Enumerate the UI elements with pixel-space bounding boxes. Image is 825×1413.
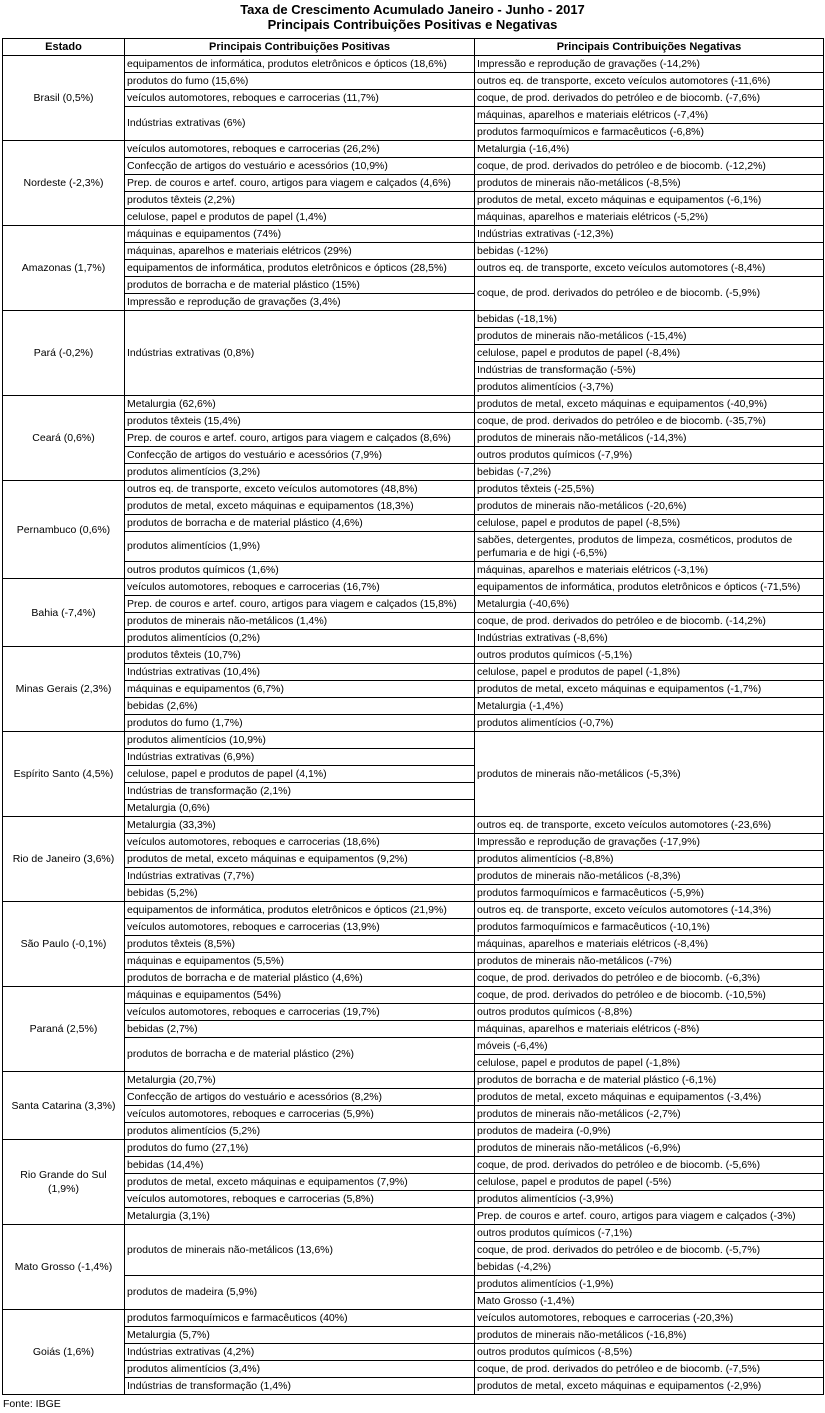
negative-contribution: produtos de metal, exceto máquinas e equipamentos (-2,9%) <box>475 1378 824 1395</box>
state-name: Pernambuco (0,6%) <box>3 481 125 579</box>
positive-contribution: Metalurgia (62,6%) <box>125 396 475 413</box>
table-row <box>3 715 824 732</box>
positive-contribution: celulose, papel e produtos de papel (4,1%) <box>125 766 475 783</box>
table-row <box>3 192 824 209</box>
state-name: Brasil (0,5%) <box>3 56 125 141</box>
negative-contribution: Impressão e reprodução de gravações (-17,9%) <box>475 834 824 851</box>
table-row <box>3 834 824 851</box>
negative-contribution: produtos de minerais não-metálicos (-2,7%) <box>475 1106 824 1123</box>
header-negativas: Principais Contribuições Negativas <box>475 39 824 56</box>
positive-contribution: Metalurgia (3,1%) <box>125 1208 475 1225</box>
positive-contribution: máquinas, aparelhos e materiais elétricos (29%) <box>125 243 475 260</box>
positive-contribution: produtos têxteis (8,5%) <box>125 936 475 953</box>
negative-contribution: Indústrias extrativas (-12,3%) <box>475 226 824 243</box>
table-row <box>3 413 824 430</box>
table-row <box>3 902 824 919</box>
table-row <box>3 1208 824 1225</box>
negative-contribution: Metalurgia (-40,6%) <box>475 596 824 613</box>
positive-contribution: produtos do fumo (27,1%) <box>125 1140 475 1157</box>
negative-contribution: celulose, papel e produtos de papel (-1,8%) <box>475 1055 824 1072</box>
positive-contribution: Indústrias extrativas (6,9%) <box>125 749 475 766</box>
negative-contribution: coque, de prod. derivados do petróleo e de biocomb. (-10,5%) <box>475 987 824 1004</box>
positive-contribution: Impressão e reprodução de gravações (3,4%) <box>125 294 475 311</box>
positive-contribution: produtos de metal, exceto máquinas e equipamentos (9,2%) <box>125 851 475 868</box>
negative-contribution: produtos têxteis (-25,5%) <box>475 481 824 498</box>
negative-contribution: produtos alimentícios (-3,7%) <box>475 379 824 396</box>
negative-contribution: produtos farmoquímicos e farmacêuticos (-10,1%) <box>475 919 824 936</box>
negative-contribution: bebidas (-7,2%) <box>475 464 824 481</box>
table-row <box>3 430 824 447</box>
state-name: Rio de Janeiro (3,6%) <box>3 817 125 902</box>
negative-contribution: outros produtos químicos (-7,9%) <box>475 447 824 464</box>
state-name: Goiás (1,6%) <box>3 1310 125 1395</box>
positive-contribution: Prep. de couros e artef. couro, artigos para viagem e calçados (4,6%) <box>125 175 475 192</box>
positive-contribution: máquinas e equipamentos (6,7%) <box>125 681 475 698</box>
table-row <box>3 1123 824 1140</box>
table-row <box>3 1038 824 1055</box>
negative-contribution: bebidas (-18,1%) <box>475 311 824 328</box>
table-row <box>3 1361 824 1378</box>
positive-contribution: produtos farmoquímicos e farmacêuticos (40%) <box>125 1310 475 1327</box>
negative-contribution: produtos de minerais não-metálicos (-20,6%) <box>475 498 824 515</box>
table-row <box>3 1174 824 1191</box>
negative-contribution: celulose, papel e produtos de papel (-1,8%) <box>475 664 824 681</box>
table-row <box>3 1157 824 1174</box>
page-subtitle: Principais Contribuições Positivas e Negativas <box>267 17 558 32</box>
negative-contribution: produtos de minerais não-metálicos (-6,9%) <box>475 1140 824 1157</box>
positive-contribution: veículos automotores, reboques e carrocerias (5,9%) <box>125 1106 475 1123</box>
positive-contribution: Confecção de artigos do vestuário e acessórios (10,9%) <box>125 158 475 175</box>
negative-contribution: coque, de prod. derivados do petróleo e de biocomb. (-6,3%) <box>475 970 824 987</box>
table-row <box>3 919 824 936</box>
negative-contribution: máquinas, aparelhos e materiais elétricos (-8,4%) <box>475 936 824 953</box>
table-row <box>3 681 824 698</box>
positive-contribution: produtos do fumo (1,7%) <box>125 715 475 732</box>
positive-contribution: produtos alimentícios (5,2%) <box>125 1123 475 1140</box>
table-row <box>3 498 824 515</box>
negative-contribution: sabões, detergentes, produtos de limpeza, cosméticos, produtos de perfumaria e de higi (-6,5%) <box>475 532 824 562</box>
negative-contribution: outros produtos químicos (-7,1%) <box>475 1225 824 1242</box>
table-row <box>3 732 824 749</box>
negative-contribution: coque, de prod. derivados do petróleo e de biocomb. (-7,6%) <box>475 90 824 107</box>
negative-contribution: produtos alimentícios (-3,9%) <box>475 1191 824 1208</box>
state-name: Bahia (-7,4%) <box>3 579 125 647</box>
negative-contribution: outros eq. de transporte, exceto veículos automotores (-8,4%) <box>475 260 824 277</box>
table-row <box>3 1310 824 1327</box>
negative-contribution: outros produtos químicos (-8,5%) <box>475 1344 824 1361</box>
positive-contribution: veículos automotores, reboques e carrocerias (11,7%) <box>125 90 475 107</box>
table-row <box>3 1225 824 1242</box>
negative-contribution: coque, de prod. derivados do petróleo e de biocomb. (-12,2%) <box>475 158 824 175</box>
positive-contribution: Metalurgia (0,6%) <box>125 800 475 817</box>
table-row <box>3 56 824 73</box>
negative-contribution: outros produtos químicos (-8,8%) <box>475 1004 824 1021</box>
negative-contribution: móveis (-6,4%) <box>475 1038 824 1055</box>
table-row <box>3 664 824 681</box>
positive-contribution: produtos de minerais não-metálicos (13,6%) <box>125 1225 475 1276</box>
positive-contribution: celulose, papel e produtos de papel (1,4%) <box>125 209 475 226</box>
state-name: Mato Grosso (-1,4%) <box>3 1225 125 1310</box>
positive-contribution: máquinas e equipamentos (54%) <box>125 987 475 1004</box>
negative-contribution: máquinas, aparelhos e materiais elétricos (-8%) <box>475 1021 824 1038</box>
negative-contribution: produtos de metal, exceto máquinas e equipamentos (-6,1%) <box>475 192 824 209</box>
table-row <box>3 481 824 498</box>
negative-contribution: Indústrias de transformação (-5%) <box>475 362 824 379</box>
positive-contribution: Indústrias extrativas (0,8%) <box>125 311 475 396</box>
positive-contribution: produtos de madeira (5,9%) <box>125 1276 475 1310</box>
negative-contribution: produtos de minerais não-metálicos (-7%) <box>475 953 824 970</box>
table-row <box>3 970 824 987</box>
table-row <box>3 698 824 715</box>
negative-contribution: produtos alimentícios (-1,9%) <box>475 1276 824 1293</box>
state-name: Amazonas (1,7%) <box>3 226 125 311</box>
positive-contribution: produtos alimentícios (1,9%) <box>125 532 475 562</box>
positive-contribution: Indústrias de transformação (1,4%) <box>125 1378 475 1395</box>
positive-contribution: produtos alimentícios (10,9%) <box>125 732 475 749</box>
positive-contribution: equipamentos de informática, produtos eletrônicos e ópticos (28,5%) <box>125 260 475 277</box>
negative-contribution: produtos de borracha e de material plástico (-6,1%) <box>475 1072 824 1089</box>
table-row <box>3 647 824 664</box>
positive-contribution: produtos de metal, exceto máquinas e equipamentos (18,3%) <box>125 498 475 515</box>
negative-contribution: outros produtos químicos (-5,1%) <box>475 647 824 664</box>
negative-contribution: coque, de prod. derivados do petróleo e de biocomb. (-35,7%) <box>475 413 824 430</box>
table-row <box>3 987 824 1004</box>
positive-contribution: produtos de borracha e de material plástico (15%) <box>125 277 475 294</box>
state-name: São Paulo (-0,1%) <box>3 902 125 987</box>
page-title: Taxa de Crescimento Acumulado Janeiro - Junho - 2017 <box>240 2 585 17</box>
negative-contribution: produtos de metal, exceto máquinas e equipamentos (-1,7%) <box>475 681 824 698</box>
table-row <box>3 1276 824 1293</box>
positive-contribution: outros produtos químicos (1,6%) <box>125 562 475 579</box>
positive-contribution: veículos automotores, reboques e carrocerias (26,2%) <box>125 141 475 158</box>
state-name: Minas Gerais (2,3%) <box>3 647 125 732</box>
negative-contribution: produtos de minerais não-metálicos (-5,3%) <box>475 732 824 817</box>
table-row <box>3 1106 824 1123</box>
positive-contribution: equipamentos de informática, produtos eletrônicos e ópticos (18,6%) <box>125 56 475 73</box>
positive-contribution: produtos de borracha e de material plástico (2%) <box>125 1038 475 1072</box>
table-row <box>3 1140 824 1157</box>
table-row <box>3 464 824 481</box>
negative-contribution: produtos de minerais não-metálicos (-14,3%) <box>475 430 824 447</box>
contributions-table <box>2 38 824 1395</box>
positive-contribution: produtos alimentícios (0,2%) <box>125 630 475 647</box>
positive-contribution: veículos automotores, reboques e carrocerias (13,9%) <box>125 919 475 936</box>
table-row <box>3 260 824 277</box>
positive-contribution: Indústrias extrativas (7,7%) <box>125 868 475 885</box>
positive-contribution: máquinas e equipamentos (5,5%) <box>125 953 475 970</box>
state-name: Ceará (0,6%) <box>3 396 125 481</box>
negative-contribution: produtos alimentícios (-8,8%) <box>475 851 824 868</box>
table-row <box>3 209 824 226</box>
negative-contribution: coque, de prod. derivados do petróleo e de biocomb. (-7,5%) <box>475 1361 824 1378</box>
table-row <box>3 1004 824 1021</box>
table-row <box>3 311 824 328</box>
state-name: Santa Catarina (3,3%) <box>3 1072 125 1140</box>
positive-contribution: veículos automotores, reboques e carrocerias (16,7%) <box>125 579 475 596</box>
negative-contribution: produtos de madeira (-0,9%) <box>475 1123 824 1140</box>
positive-contribution: Confecção de artigos do vestuário e acessórios (8,2%) <box>125 1089 475 1106</box>
table-row <box>3 817 824 834</box>
table-body <box>3 56 824 1395</box>
positive-contribution: veículos automotores, reboques e carrocerias (19,7%) <box>125 1004 475 1021</box>
table-row <box>3 885 824 902</box>
table-row <box>3 396 824 413</box>
positive-contribution: produtos de metal, exceto máquinas e equipamentos (7,9%) <box>125 1174 475 1191</box>
header-estado: Estado <box>3 39 125 56</box>
positive-contribution: produtos de borracha e de material plástico (4,6%) <box>125 515 475 532</box>
table-row <box>3 447 824 464</box>
table-row <box>3 175 824 192</box>
table-row <box>3 868 824 885</box>
positive-contribution: produtos alimentícios (3,2%) <box>125 464 475 481</box>
negative-contribution: celulose, papel e produtos de papel (-8,4%) <box>475 345 824 362</box>
negative-contribution: veículos automotores, reboques e carrocerias (-20,3%) <box>475 1310 824 1327</box>
negative-contribution: produtos de metal, exceto máquinas e equipamentos (-3,4%) <box>475 1089 824 1106</box>
table-row <box>3 1327 824 1344</box>
table-row <box>3 1072 824 1089</box>
state-name: Espírito Santo (4,5%) <box>3 732 125 817</box>
negative-contribution: coque, de prod. derivados do petróleo e de biocomb. (-5,9%) <box>475 277 824 311</box>
negative-contribution: produtos de minerais não-metálicos (-8,3%) <box>475 868 824 885</box>
positive-contribution: produtos têxteis (10,7%) <box>125 647 475 664</box>
negative-contribution: produtos farmoquímicos e farmacêuticos (-5,9%) <box>475 885 824 902</box>
positive-contribution: Confecção de artigos do vestuário e acessórios (7,9%) <box>125 447 475 464</box>
table-row <box>3 1191 824 1208</box>
positive-contribution: Indústrias de transformação (2,1%) <box>125 783 475 800</box>
negative-contribution: coque, de prod. derivados do petróleo e de biocomb. (-5,7%) <box>475 1242 824 1259</box>
state-name: Rio Grande do Sul (1,9%) <box>3 1140 125 1225</box>
positive-contribution: produtos têxteis (15,4%) <box>125 413 475 430</box>
positive-contribution: bebidas (14,4%) <box>125 1157 475 1174</box>
negative-contribution: bebidas (-4,2%) <box>475 1259 824 1276</box>
header-positivas: Principais Contribuições Positivas <box>125 39 475 56</box>
table-row <box>3 851 824 868</box>
table-row <box>3 936 824 953</box>
negative-contribution: produtos farmoquímicos e farmacêuticos (-6,8%) <box>475 124 824 141</box>
table-row <box>3 1089 824 1106</box>
table-row <box>3 562 824 579</box>
positive-contribution: Metalurgia (20,7%) <box>125 1072 475 1089</box>
negative-contribution: máquinas, aparelhos e materiais elétricos (-3,1%) <box>475 562 824 579</box>
state-name: Nordeste (-2,3%) <box>3 141 125 226</box>
negative-contribution: produtos de minerais não-metálicos (-15,4%) <box>475 328 824 345</box>
negative-contribution: equipamentos de informática, produtos eletrônicos e ópticos (-71,5%) <box>475 579 824 596</box>
positive-contribution: produtos de minerais não-metálicos (1,4%) <box>125 613 475 630</box>
negative-contribution: outros eq. de transporte, exceto veículos automotores (-23,6%) <box>475 817 824 834</box>
table-row <box>3 532 824 562</box>
negative-contribution: coque, de prod. derivados do petróleo e de biocomb. (-5,6%) <box>475 1157 824 1174</box>
table-row <box>3 1021 824 1038</box>
state-name: Pará (-0,2%) <box>3 311 125 396</box>
state-name: Paraná (2,5%) <box>3 987 125 1072</box>
positive-contribution: veículos automotores, reboques e carrocerias (5,8%) <box>125 1191 475 1208</box>
positive-contribution: Indústrias extrativas (6%) <box>125 107 475 141</box>
positive-contribution: produtos alimentícios (3,4%) <box>125 1361 475 1378</box>
positive-contribution: produtos do fumo (15,6%) <box>125 73 475 90</box>
positive-contribution: equipamentos de informática, produtos eletrônicos e ópticos (21,9%) <box>125 902 475 919</box>
negative-contribution: celulose, papel e produtos de papel (-5%) <box>475 1174 824 1191</box>
positive-contribution: produtos têxteis (2,2%) <box>125 192 475 209</box>
table-row <box>3 243 824 260</box>
table-row <box>3 141 824 158</box>
header-row <box>3 39 824 56</box>
negative-contribution: Prep. de couros e artef. couro, artigos para viagem e calçados (-3%) <box>475 1208 824 1225</box>
negative-contribution: bebidas (-12%) <box>475 243 824 260</box>
table-row <box>3 158 824 175</box>
positive-contribution: outros eq. de transporte, exceto veículos automotores (48,8%) <box>125 481 475 498</box>
table-row <box>3 515 824 532</box>
positive-contribution: Indústrias extrativas (10,4%) <box>125 664 475 681</box>
negative-contribution: máquinas, aparelhos e materiais elétricos (-7,4%) <box>475 107 824 124</box>
negative-contribution: celulose, papel e produtos de papel (-8,5%) <box>475 515 824 532</box>
table-row <box>3 953 824 970</box>
negative-contribution: produtos de minerais não-metálicos (-16,8%) <box>475 1327 824 1344</box>
positive-contribution: veículos automotores, reboques e carrocerias (18,6%) <box>125 834 475 851</box>
source-note: Fonte: IBGE <box>3 1398 61 1410</box>
table-row <box>3 1344 824 1361</box>
positive-contribution: Indústrias extrativas (4,2%) <box>125 1344 475 1361</box>
positive-contribution: Prep. de couros e artef. couro, artigos para viagem e calçados (8,6%) <box>125 430 475 447</box>
positive-contribution: máquinas e equipamentos (74%) <box>125 226 475 243</box>
positive-contribution: Prep. de couros e artef. couro, artigos para viagem e calçados (15,8%) <box>125 596 475 613</box>
negative-contribution: produtos de minerais não-metálicos (-8,5%) <box>475 175 824 192</box>
negative-contribution: Impressão e reprodução de gravações (-14,2%) <box>475 56 824 73</box>
negative-contribution: Metalurgia (-16,4%) <box>475 141 824 158</box>
negative-contribution: outros eq. de transporte, exceto veículos automotores (-14,3%) <box>475 902 824 919</box>
positive-contribution: produtos de borracha e de material plástico (4,6%) <box>125 970 475 987</box>
negative-contribution: Metalurgia (-1,4%) <box>475 698 824 715</box>
table-row <box>3 579 824 596</box>
positive-contribution: bebidas (2,7%) <box>125 1021 475 1038</box>
negative-contribution: produtos de metal, exceto máquinas e equipamentos (-40,9%) <box>475 396 824 413</box>
negative-contribution: Indústrias extrativas (-8,6%) <box>475 630 824 647</box>
negative-contribution: coque, de prod. derivados do petróleo e de biocomb. (-14,2%) <box>475 613 824 630</box>
positive-contribution: Metalurgia (5,7%) <box>125 1327 475 1344</box>
table-row <box>3 90 824 107</box>
table-row <box>3 73 824 90</box>
negative-contribution: Mato Grosso (-1,4%) <box>475 1293 824 1310</box>
positive-contribution: Metalurgia (33,3%) <box>125 817 475 834</box>
table-row <box>3 226 824 243</box>
negative-contribution: outros eq. de transporte, exceto veículos automotores (-11,6%) <box>475 73 824 90</box>
table-row <box>3 1378 824 1395</box>
negative-contribution: máquinas, aparelhos e materiais elétricos (-5,2%) <box>475 209 824 226</box>
positive-contribution: bebidas (2,6%) <box>125 698 475 715</box>
table-row <box>3 107 824 124</box>
negative-contribution: produtos alimentícios (-0,7%) <box>475 715 824 732</box>
table-row <box>3 613 824 630</box>
positive-contribution: bebidas (5,2%) <box>125 885 475 902</box>
table-row <box>3 277 824 294</box>
table-row <box>3 596 824 613</box>
table-row <box>3 630 824 647</box>
